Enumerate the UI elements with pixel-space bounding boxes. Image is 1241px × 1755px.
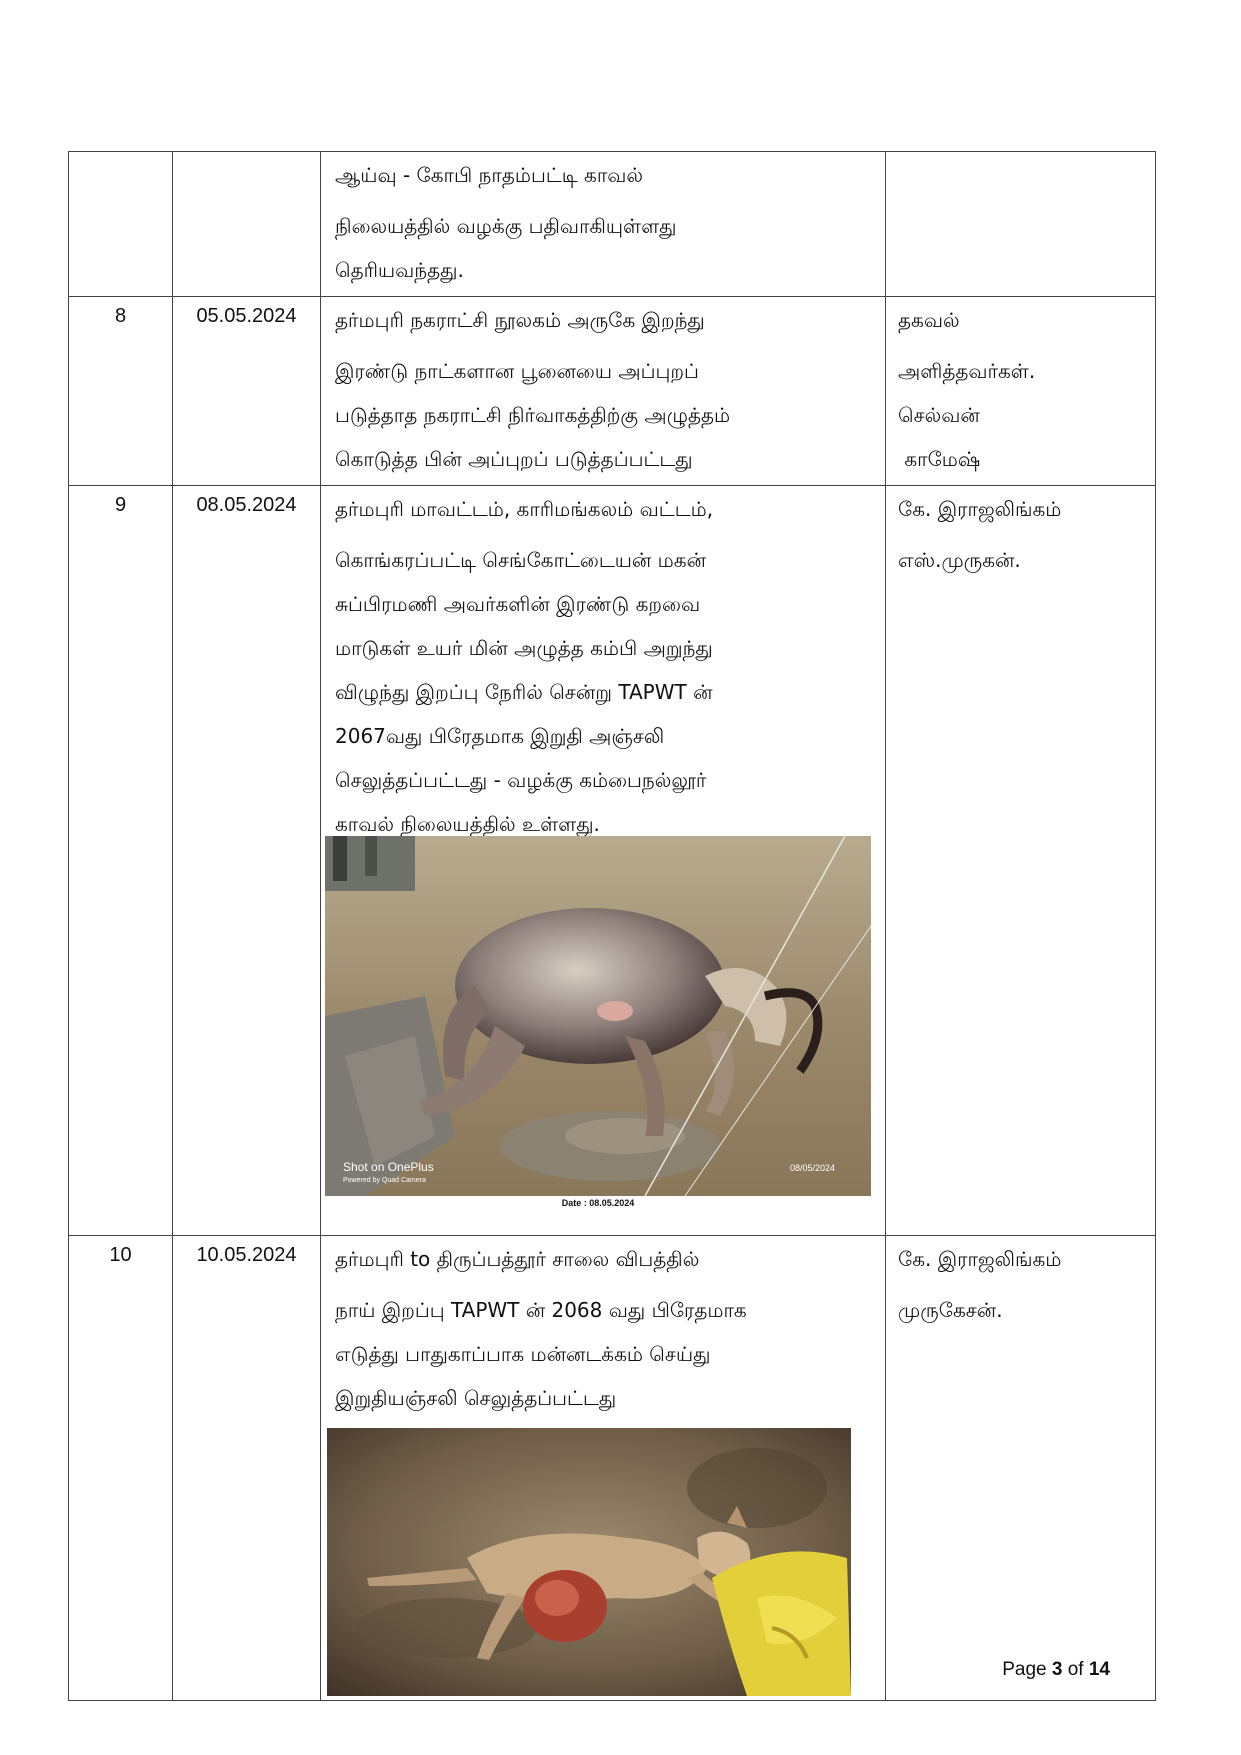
informant-line: எஸ்.முருகன். [898,548,1021,572]
description-cell [321,152,886,297]
informant-line: கே. இராஜலிங்கம் [898,1247,1062,1271]
informant-line: செல்வன் [898,403,980,427]
description-line: மாடுகள் உயர் மின் அழுத்த கம்பி அறுந்து [335,636,713,660]
informant-line: தகவல் [898,308,960,332]
serial-cell: 8 [69,297,173,486]
description-line: நாய் இறப்பு TAPWT ன் 2068 வது பிரேதமாக [335,1298,747,1322]
serial-cell [69,152,173,297]
table-row [69,152,1156,297]
total-page-count: 14 [1088,1659,1110,1680]
serial-cell: 10 [69,1236,173,1701]
description-line: கொங்கரப்பட்டி செங்கோட்டையன் மகன் [335,548,706,572]
description-line: விழுந்து இறப்பு நேரில் சென்று TAPWT ன் [335,680,713,704]
photo-watermark-sub: Powered by Quad Camera [343,1177,426,1184]
informant-cell [886,1236,1156,1701]
dog-photo-image [327,1428,851,1696]
description-line: இறுதியஞ்சலி செலுத்தப்பட்டது [335,1386,617,1410]
description-line: செலுத்தப்பட்டது - வழக்கு கம்பைநல்லூர் [335,768,707,792]
description-cell [321,1236,886,1701]
description-line: கொடுத்த பின் அப்புறப் படுத்தப்பட்டது [335,447,693,471]
description-line: தர்மபுரி மாவட்டம், காரிமங்கலம் வட்டம், [335,497,714,521]
informant-cell [886,486,1156,1236]
description-cell [321,297,886,486]
informant-line: முருகேசன். [898,1298,1003,1322]
description-line: தர்மபுரி நகராட்சி நூலகம் அருகே இறந்து [335,308,705,332]
description-line: சுப்பிரமணி அவர்களின் இரண்டு கறவை [335,592,701,616]
incident-table [68,151,1156,1701]
date-cell: 05.05.2024 [173,297,321,486]
table-row [69,486,1156,1236]
cow-photo-image [325,836,871,1196]
description-line: தெரியவந்தது. [335,258,464,282]
date-cell: 10.05.2024 [173,1236,321,1701]
footer-middle: of [1062,1659,1089,1680]
serial-cell: 9 [69,486,173,1236]
description-cell [321,486,886,1236]
informant-cell [886,297,1156,486]
cow-photo [325,836,871,1196]
footer-prefix: Page [1002,1659,1052,1680]
description-line: 2067வது பிரேதமாக இறுதி அஞ்சலி [335,724,665,748]
photo-watermark-right: 08/05/2024 [790,1163,836,1173]
description-line: தர்மபுரி to திருப்பத்தூர் சாலை விபத்தில் [335,1247,700,1271]
informant-cell [886,152,1156,297]
description-line: படுத்தாத நகராட்சி நிர்வாகத்திற்கு அழுத்தம் [335,403,731,427]
table-row [69,297,1156,486]
photo-watermark-left: Shot on OnePlus [343,1160,434,1174]
description-line: இரண்டு நாட்களான பூனையை அப்புறப் [335,359,699,383]
table-row [69,1236,1156,1701]
page-footer [1002,1659,1110,1681]
date-cell [173,152,321,297]
description-line: எடுத்து பாதுகாப்பாக மன்னடக்கம் செய்து [335,1342,711,1366]
description-line: நிலையத்தில் வழக்கு பதிவாகியுள்ளது [335,214,677,238]
photo-caption: Date : 08.05.2024 [561,1198,635,1208]
informant-line: காமேஷ் [898,447,981,471]
date-cell: 08.05.2024 [173,486,321,1236]
informant-line: கே. இராஜலிங்கம் [898,497,1062,521]
description-line: காவல் நிலையத்தில் உள்ளது. [335,812,600,836]
current-page-number: 3 [1051,1659,1063,1680]
dog-photo [327,1428,851,1696]
informant-line: அளித்தவர்கள். [898,359,1036,383]
description-line: ஆய்வு - கோபி நாதம்பட்டி காவல் [335,163,644,187]
